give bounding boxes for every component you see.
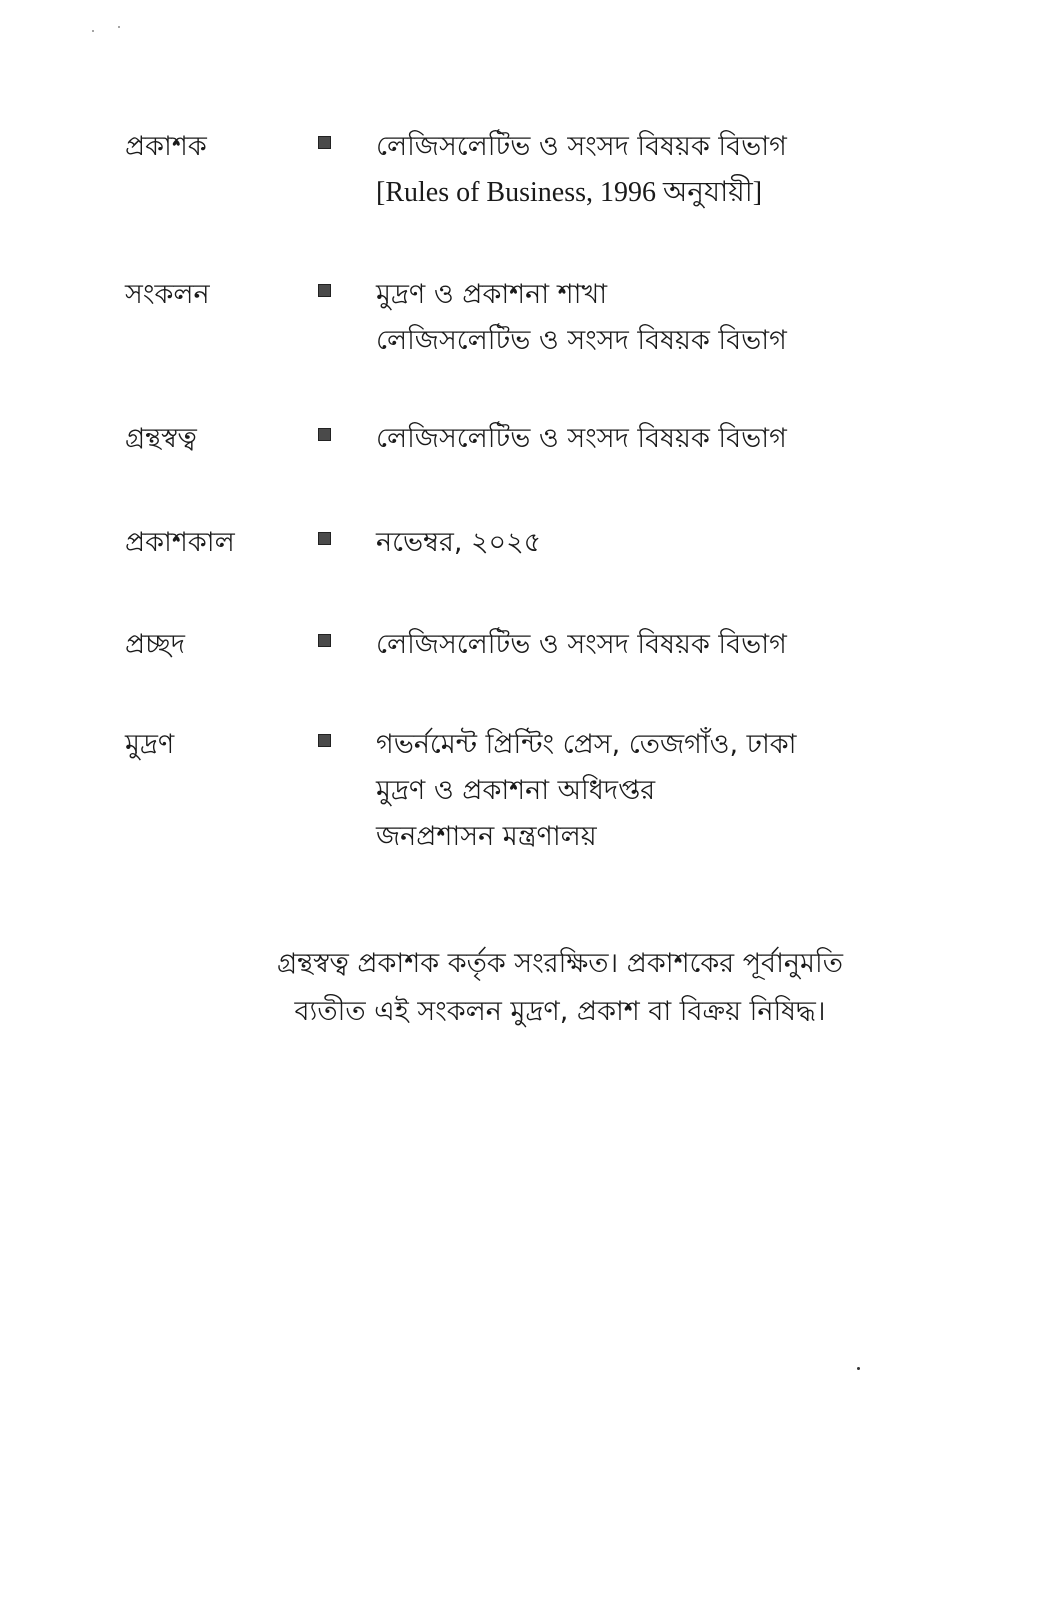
entry-label: প্রকাশকাল bbox=[125, 527, 235, 558]
entry-value-line: মুদ্রণ ও প্রকাশনা শাখা bbox=[376, 279, 608, 310]
square-bullet-icon bbox=[318, 532, 331, 545]
entry-value-line: লেজিসলেটিভ ও সংসদ বিষয়ক বিভাগ bbox=[376, 131, 787, 162]
entry-value-line: গভর্নমেন্ট প্রিন্টিং প্রেস, তেজগাঁও, ঢাকা bbox=[376, 729, 797, 760]
scan-speck bbox=[118, 26, 120, 28]
scan-speck bbox=[92, 30, 94, 32]
entry-label: গ্রন্থস্বত্ব bbox=[125, 423, 197, 454]
entry-label: প্রচ্ছদ bbox=[125, 629, 185, 660]
entry-values bbox=[376, 520, 541, 566]
entry-label: মুদ্রণ bbox=[125, 729, 175, 760]
entry-value-line: [Rules of Business, 1996 অনুযায়ী] bbox=[376, 177, 763, 208]
entry-value-line: লেজিসলেটিভ ও সংসদ বিষয়ক বিভাগ bbox=[376, 629, 787, 660]
entry-values bbox=[376, 722, 797, 860]
copyright-notice-line: গ্রন্থস্বত্ব প্রকাশক কর্তৃক সংরক্ষিত। প্রকাশকের পূর্বানুমতি bbox=[276, 948, 844, 979]
entry-value-line: লেজিসলেটিভ ও সংসদ বিষয়ক বিভাগ bbox=[376, 423, 787, 454]
square-bullet-icon bbox=[318, 136, 331, 149]
square-bullet-icon bbox=[318, 734, 331, 747]
entry-values bbox=[376, 416, 787, 462]
copyright-notice-line: ব্যতীত এই সংকলন মুদ্রণ, প্রকাশ বা বিক্রয় নিষিদ্ধ। bbox=[294, 996, 826, 1027]
entry-value-line: নভেম্বর, ২০২৫ bbox=[376, 527, 542, 558]
entry-values bbox=[376, 272, 787, 364]
entry-value-line: জনপ্রশাসন মন্ত্রণালয় bbox=[376, 821, 597, 852]
scan-speck bbox=[857, 1367, 860, 1370]
square-bullet-icon bbox=[318, 634, 331, 647]
square-bullet-icon bbox=[318, 428, 331, 441]
entry-value-line: লেজিসলেটিভ ও সংসদ বিষয়ক বিভাগ bbox=[376, 325, 787, 356]
entry-values bbox=[376, 622, 787, 668]
entry-label: সংকলন bbox=[125, 279, 210, 310]
entry-value-line: মুদ্রণ ও প্রকাশনা অধিদপ্তর bbox=[376, 775, 656, 806]
entry-label: প্রকাশক bbox=[125, 131, 207, 162]
copyright-notice bbox=[180, 940, 940, 1036]
square-bullet-icon bbox=[318, 284, 331, 297]
entry-values bbox=[376, 124, 787, 216]
